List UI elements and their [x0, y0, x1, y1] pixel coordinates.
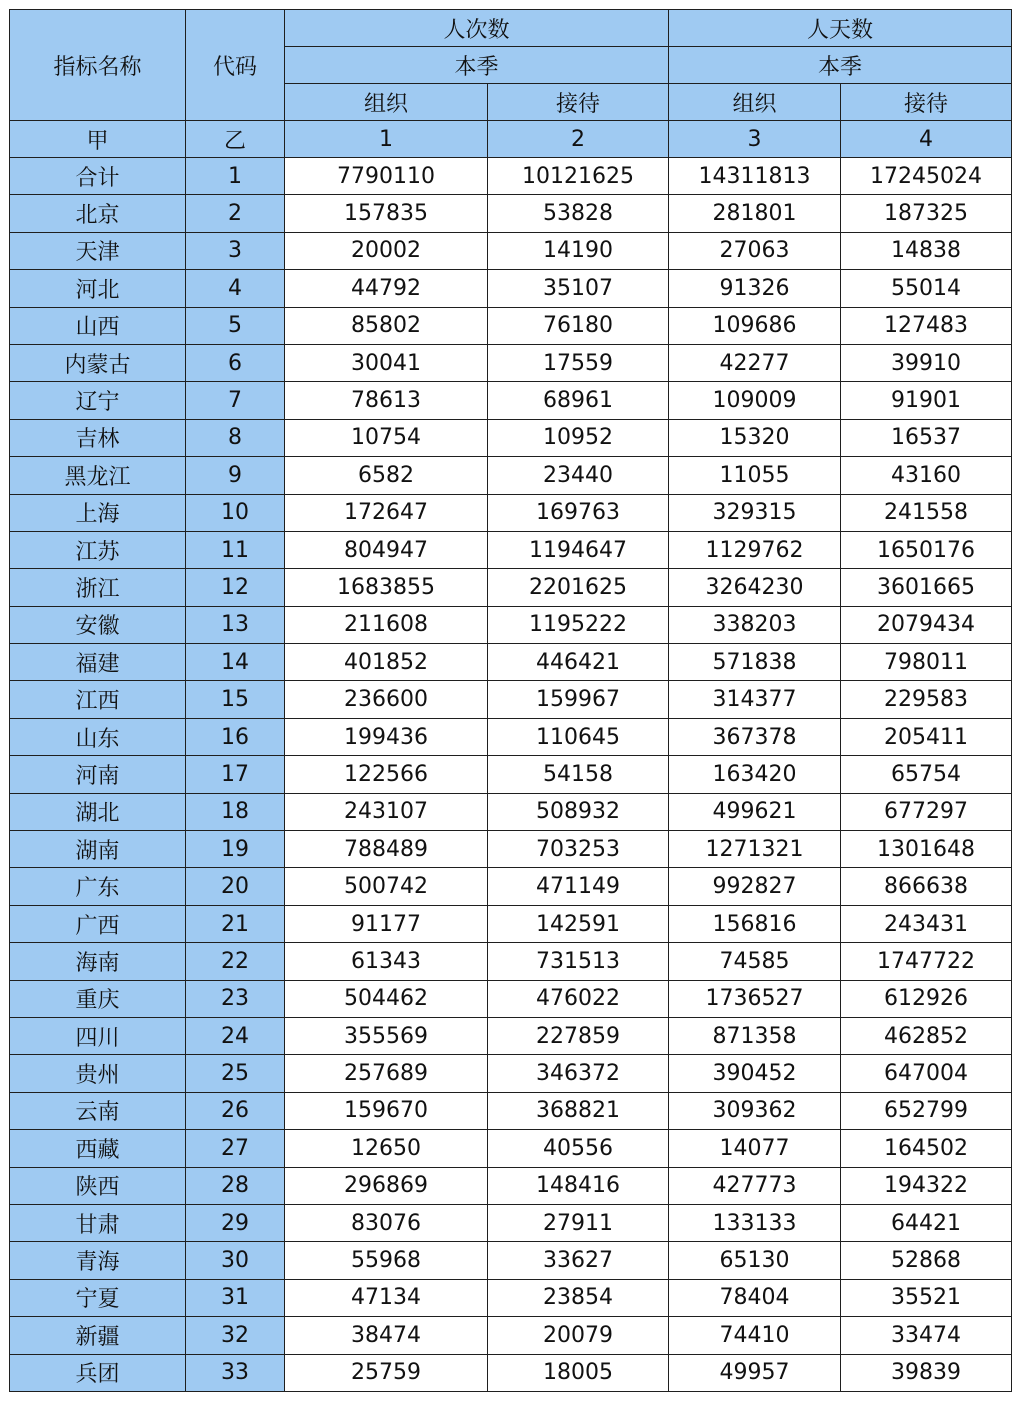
receive-person-days-cell: 866638 [841, 868, 1012, 905]
receive-person-days-cell: 243431 [841, 905, 1012, 942]
organize-person-times-cell: 157835 [285, 195, 488, 232]
receive-person-days-cell: 798011 [841, 644, 1012, 681]
table-row [10, 1317, 1012, 1354]
table-row [10, 943, 1012, 980]
organize-person-times-cell: 500742 [285, 868, 488, 905]
table-row [10, 195, 1012, 232]
organize-person-times-cell: 159670 [285, 1092, 488, 1129]
receive-person-days-cell: 205411 [841, 718, 1012, 755]
header-season-1: 本季 [285, 47, 669, 84]
organize-person-times-cell: 78613 [285, 382, 488, 419]
statistics-table [9, 9, 1012, 1392]
organize-person-times-cell: 10754 [285, 419, 488, 456]
header-sub-organize-2: 组织 [669, 84, 841, 121]
organize-person-days-cell: 49957 [669, 1354, 841, 1391]
table-row [10, 718, 1012, 755]
region-name-cell: 新疆 [10, 1317, 186, 1354]
code-cell: 13 [186, 606, 285, 643]
organize-person-times-cell: 6582 [285, 457, 488, 494]
table-row [10, 1242, 1012, 1279]
code-cell: 7 [186, 382, 285, 419]
region-name-cell: 河北 [10, 270, 186, 307]
code-cell: 26 [186, 1092, 285, 1129]
receive-person-days-cell: 14838 [841, 232, 1012, 269]
organize-person-days-cell: 427773 [669, 1167, 841, 1204]
region-name-cell: 甘肃 [10, 1204, 186, 1241]
receive-person-times-cell: 23440 [488, 457, 669, 494]
code-cell: 17 [186, 756, 285, 793]
organize-person-times-cell: 243107 [285, 793, 488, 830]
table-row [10, 644, 1012, 681]
receive-person-days-cell: 164502 [841, 1130, 1012, 1167]
region-name-cell: 湖北 [10, 793, 186, 830]
organize-person-days-cell: 3264230 [669, 569, 841, 606]
organize-person-times-cell: 172647 [285, 494, 488, 531]
receive-person-days-cell: 612926 [841, 980, 1012, 1017]
organize-person-times-cell: 12650 [285, 1130, 488, 1167]
receive-person-times-cell: 54158 [488, 756, 669, 793]
organize-person-days-cell: 314377 [669, 681, 841, 718]
table-row [10, 1279, 1012, 1316]
region-name-cell: 广东 [10, 868, 186, 905]
region-name-cell: 天津 [10, 232, 186, 269]
organize-person-times-cell: 61343 [285, 943, 488, 980]
table-row [10, 868, 1012, 905]
region-name-cell: 陕西 [10, 1167, 186, 1204]
receive-person-times-cell: 148416 [488, 1167, 669, 1204]
receive-person-times-cell: 10952 [488, 419, 669, 456]
code-cell: 11 [186, 531, 285, 568]
organize-person-days-cell: 109686 [669, 307, 841, 344]
code-cell: 31 [186, 1279, 285, 1316]
organize-person-days-cell: 109009 [669, 382, 841, 419]
region-name-cell: 安徽 [10, 606, 186, 643]
header-season-2: 本季 [669, 47, 1012, 84]
header-code: 代码 [186, 10, 285, 121]
receive-person-days-cell: 55014 [841, 270, 1012, 307]
organize-person-times-cell: 7790110 [285, 158, 488, 195]
region-name-cell: 北京 [10, 195, 186, 232]
organize-person-days-cell: 338203 [669, 606, 841, 643]
organize-person-days-cell: 42277 [669, 344, 841, 381]
code-cell: 18 [186, 793, 285, 830]
code-cell: 1 [186, 158, 285, 195]
table-row [10, 307, 1012, 344]
region-name-cell: 河南 [10, 756, 186, 793]
organize-person-times-cell: 44792 [285, 270, 488, 307]
receive-person-days-cell: 52868 [841, 1242, 1012, 1279]
receive-person-times-cell: 18005 [488, 1354, 669, 1391]
receive-person-times-cell: 169763 [488, 494, 669, 531]
table-row [10, 1130, 1012, 1167]
table-row [10, 158, 1012, 195]
organize-person-days-cell: 571838 [669, 644, 841, 681]
organize-person-times-cell: 1683855 [285, 569, 488, 606]
receive-person-days-cell: 91901 [841, 382, 1012, 419]
table-row [10, 1055, 1012, 1092]
receive-person-times-cell: 20079 [488, 1317, 669, 1354]
organize-person-days-cell: 11055 [669, 457, 841, 494]
code-cell: 14 [186, 644, 285, 681]
receive-person-days-cell: 2079434 [841, 606, 1012, 643]
receive-person-times-cell: 159967 [488, 681, 669, 718]
organize-person-times-cell: 788489 [285, 831, 488, 868]
code-cell: 23 [186, 980, 285, 1017]
organize-person-times-cell: 55968 [285, 1242, 488, 1279]
region-name-cell: 吉林 [10, 419, 186, 456]
receive-person-times-cell: 508932 [488, 793, 669, 830]
receive-person-days-cell: 1301648 [841, 831, 1012, 868]
region-name-cell: 合计 [10, 158, 186, 195]
receive-person-times-cell: 476022 [488, 980, 669, 1017]
receive-person-days-cell: 16537 [841, 419, 1012, 456]
organize-person-times-cell: 296869 [285, 1167, 488, 1204]
code-cell: 25 [186, 1055, 285, 1092]
organize-person-days-cell: 367378 [669, 718, 841, 755]
region-name-cell: 江苏 [10, 531, 186, 568]
receive-person-days-cell: 1747722 [841, 943, 1012, 980]
code-cell: 21 [186, 905, 285, 942]
region-name-cell: 黑龙江 [10, 457, 186, 494]
receive-person-times-cell: 10121625 [488, 158, 669, 195]
organize-person-days-cell: 499621 [669, 793, 841, 830]
table-row [10, 681, 1012, 718]
organize-person-times-cell: 199436 [285, 718, 488, 755]
receive-person-days-cell: 3601665 [841, 569, 1012, 606]
receive-person-times-cell: 27911 [488, 1204, 669, 1241]
receive-person-days-cell: 39839 [841, 1354, 1012, 1391]
receive-person-times-cell: 346372 [488, 1055, 669, 1092]
header-sub-receive-2: 接待 [841, 84, 1012, 121]
region-name-cell: 山西 [10, 307, 186, 344]
receive-person-days-cell: 1650176 [841, 531, 1012, 568]
header-index-name: 甲 [10, 121, 186, 158]
code-cell: 15 [186, 681, 285, 718]
receive-person-times-cell: 40556 [488, 1130, 669, 1167]
code-cell: 20 [186, 868, 285, 905]
receive-person-times-cell: 1195222 [488, 606, 669, 643]
organize-person-days-cell: 74410 [669, 1317, 841, 1354]
organize-person-days-cell: 1129762 [669, 531, 841, 568]
region-name-cell: 浙江 [10, 569, 186, 606]
table-row [10, 905, 1012, 942]
header-indicator-name: 指标名称 [10, 10, 186, 121]
table-row [10, 1354, 1012, 1391]
table-row [10, 232, 1012, 269]
table-row [10, 1017, 1012, 1054]
receive-person-days-cell: 33474 [841, 1317, 1012, 1354]
region-name-cell: 湖南 [10, 831, 186, 868]
receive-person-times-cell: 731513 [488, 943, 669, 980]
code-cell: 19 [186, 831, 285, 868]
header-index-4: 4 [841, 121, 1012, 158]
receive-person-times-cell: 23854 [488, 1279, 669, 1316]
code-cell: 29 [186, 1204, 285, 1241]
organize-person-days-cell: 65130 [669, 1242, 841, 1279]
organize-person-times-cell: 355569 [285, 1017, 488, 1054]
code-cell: 24 [186, 1017, 285, 1054]
receive-person-days-cell: 194322 [841, 1167, 1012, 1204]
receive-person-days-cell: 127483 [841, 307, 1012, 344]
code-cell: 12 [186, 569, 285, 606]
organize-person-times-cell: 236600 [285, 681, 488, 718]
organize-person-times-cell: 122566 [285, 756, 488, 793]
region-name-cell: 四川 [10, 1017, 186, 1054]
receive-person-times-cell: 53828 [488, 195, 669, 232]
organize-person-times-cell: 257689 [285, 1055, 488, 1092]
organize-person-days-cell: 309362 [669, 1092, 841, 1129]
table-row [10, 831, 1012, 868]
receive-person-days-cell: 64421 [841, 1204, 1012, 1241]
table-row [10, 756, 1012, 793]
region-name-cell: 福建 [10, 644, 186, 681]
region-name-cell: 贵州 [10, 1055, 186, 1092]
organize-person-days-cell: 14077 [669, 1130, 841, 1167]
code-cell: 10 [186, 494, 285, 531]
table-row [10, 606, 1012, 643]
organize-person-times-cell: 38474 [285, 1317, 488, 1354]
code-cell: 3 [186, 232, 285, 269]
region-name-cell: 江西 [10, 681, 186, 718]
table-row [10, 1204, 1012, 1241]
header-index-1: 1 [285, 121, 488, 158]
code-cell: 2 [186, 195, 285, 232]
code-cell: 27 [186, 1130, 285, 1167]
code-cell: 6 [186, 344, 285, 381]
organize-person-days-cell: 74585 [669, 943, 841, 980]
organize-person-times-cell: 91177 [285, 905, 488, 942]
organize-person-times-cell: 83076 [285, 1204, 488, 1241]
organize-person-times-cell: 804947 [285, 531, 488, 568]
code-cell: 22 [186, 943, 285, 980]
organize-person-days-cell: 133133 [669, 1204, 841, 1241]
receive-person-times-cell: 17559 [488, 344, 669, 381]
receive-person-times-cell: 446421 [488, 644, 669, 681]
table-body [10, 158, 1012, 1392]
code-cell: 5 [186, 307, 285, 344]
organize-person-days-cell: 14311813 [669, 158, 841, 195]
header-group-person-days: 人天数 [669, 10, 1012, 47]
receive-person-times-cell: 2201625 [488, 569, 669, 606]
organize-person-days-cell: 329315 [669, 494, 841, 531]
region-name-cell: 上海 [10, 494, 186, 531]
table-row [10, 569, 1012, 606]
organize-person-times-cell: 211608 [285, 606, 488, 643]
receive-person-days-cell: 652799 [841, 1092, 1012, 1129]
code-cell: 8 [186, 419, 285, 456]
receive-person-times-cell: 33627 [488, 1242, 669, 1279]
organize-person-times-cell: 30041 [285, 344, 488, 381]
receive-person-times-cell: 1194647 [488, 531, 669, 568]
header-index-3: 3 [669, 121, 841, 158]
table-row [10, 344, 1012, 381]
receive-person-days-cell: 647004 [841, 1055, 1012, 1092]
table-row [10, 457, 1012, 494]
receive-person-times-cell: 368821 [488, 1092, 669, 1129]
header-index-code: 乙 [186, 121, 285, 158]
organize-person-days-cell: 15320 [669, 419, 841, 456]
organize-person-days-cell: 91326 [669, 270, 841, 307]
receive-person-times-cell: 703253 [488, 831, 669, 868]
organize-person-days-cell: 1271321 [669, 831, 841, 868]
organize-person-times-cell: 504462 [285, 980, 488, 1017]
table-row [10, 1092, 1012, 1129]
table-row [10, 531, 1012, 568]
organize-person-times-cell: 47134 [285, 1279, 488, 1316]
organize-person-days-cell: 992827 [669, 868, 841, 905]
region-name-cell: 重庆 [10, 980, 186, 1017]
code-cell: 9 [186, 457, 285, 494]
region-name-cell: 辽宁 [10, 382, 186, 419]
table-row [10, 1167, 1012, 1204]
receive-person-days-cell: 187325 [841, 195, 1012, 232]
receive-person-times-cell: 14190 [488, 232, 669, 269]
organize-person-days-cell: 390452 [669, 1055, 841, 1092]
receive-person-times-cell: 68961 [488, 382, 669, 419]
code-cell: 16 [186, 718, 285, 755]
code-cell: 28 [186, 1167, 285, 1204]
receive-person-times-cell: 110645 [488, 718, 669, 755]
organize-person-days-cell: 163420 [669, 756, 841, 793]
receive-person-times-cell: 142591 [488, 905, 669, 942]
organize-person-days-cell: 281801 [669, 195, 841, 232]
receive-person-times-cell: 227859 [488, 1017, 669, 1054]
organize-person-days-cell: 871358 [669, 1017, 841, 1054]
receive-person-days-cell: 241558 [841, 494, 1012, 531]
organize-person-times-cell: 25759 [285, 1354, 488, 1391]
receive-person-days-cell: 462852 [841, 1017, 1012, 1054]
organize-person-days-cell: 78404 [669, 1279, 841, 1316]
header-sub-organize-1: 组织 [285, 84, 488, 121]
organize-person-days-cell: 1736527 [669, 980, 841, 1017]
receive-person-days-cell: 65754 [841, 756, 1012, 793]
region-name-cell: 内蒙古 [10, 344, 186, 381]
receive-person-days-cell: 35521 [841, 1279, 1012, 1316]
receive-person-days-cell: 39910 [841, 344, 1012, 381]
receive-person-days-cell: 43160 [841, 457, 1012, 494]
region-name-cell: 兵团 [10, 1354, 186, 1391]
receive-person-times-cell: 76180 [488, 307, 669, 344]
receive-person-days-cell: 229583 [841, 681, 1012, 718]
header-sub-receive-1: 接待 [488, 84, 669, 121]
table-row [10, 270, 1012, 307]
code-cell: 33 [186, 1354, 285, 1391]
table-row [10, 419, 1012, 456]
organize-person-times-cell: 20002 [285, 232, 488, 269]
region-name-cell: 广西 [10, 905, 186, 942]
region-name-cell: 山东 [10, 718, 186, 755]
table-row [10, 793, 1012, 830]
region-name-cell: 海南 [10, 943, 186, 980]
region-name-cell: 青海 [10, 1242, 186, 1279]
region-name-cell: 云南 [10, 1092, 186, 1129]
code-cell: 30 [186, 1242, 285, 1279]
organize-person-times-cell: 401852 [285, 644, 488, 681]
header-group-person-times: 人次数 [285, 10, 669, 47]
table-row [10, 980, 1012, 1017]
organize-person-days-cell: 156816 [669, 905, 841, 942]
organize-person-days-cell: 27063 [669, 232, 841, 269]
table-row [10, 382, 1012, 419]
receive-person-times-cell: 35107 [488, 270, 669, 307]
table-header [10, 10, 1012, 158]
table-row [10, 494, 1012, 531]
code-cell: 4 [186, 270, 285, 307]
organize-person-times-cell: 85802 [285, 307, 488, 344]
code-cell: 32 [186, 1317, 285, 1354]
region-name-cell: 宁夏 [10, 1279, 186, 1316]
header-index-2: 2 [488, 121, 669, 158]
receive-person-days-cell: 17245024 [841, 158, 1012, 195]
receive-person-times-cell: 471149 [488, 868, 669, 905]
receive-person-days-cell: 677297 [841, 793, 1012, 830]
region-name-cell: 西藏 [10, 1130, 186, 1167]
